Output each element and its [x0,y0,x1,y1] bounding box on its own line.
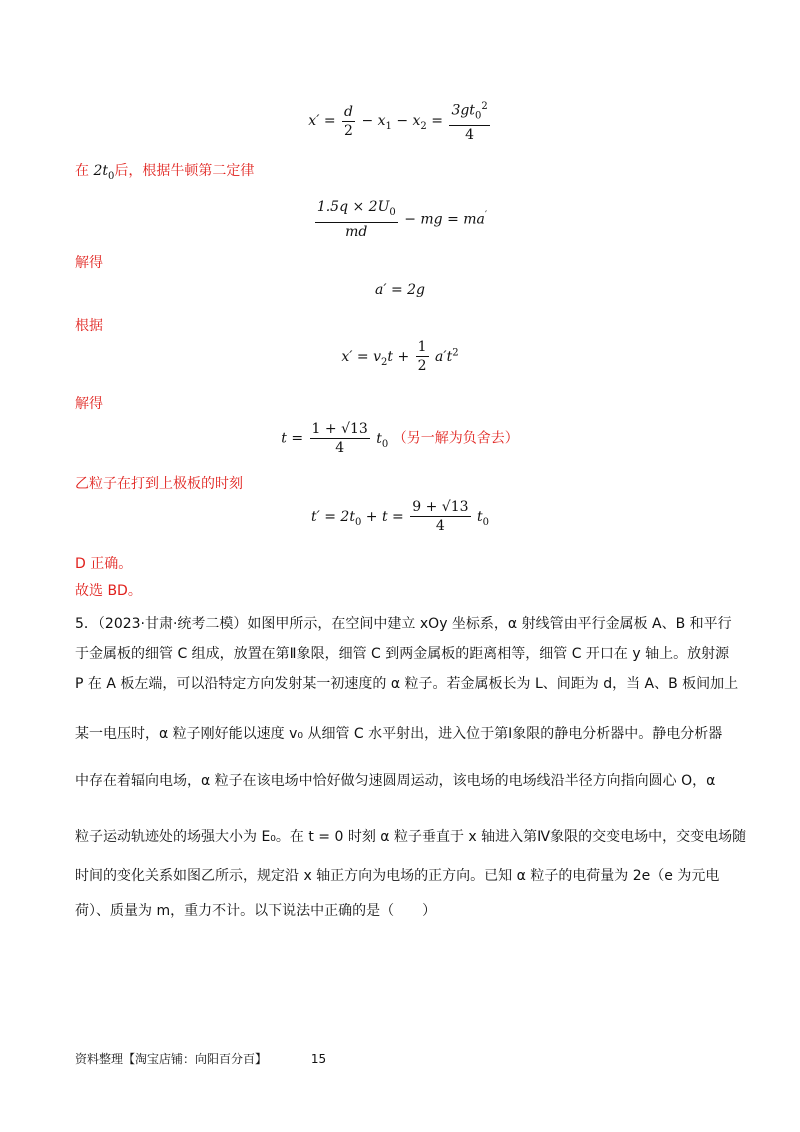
q5-line-3: P 在 A 板左端，可以沿特定方向发射某一初速度的 α 粒子。若金属板长为 L、间距为 d，当 A、B 板间加上 [75,676,739,692]
q5-line-1: 5．（2023·甘肃·统考二模）如图甲所示，在空间中建立 xOy 坐标系，α 射线管由平行金属板 A、B 和平行 [75,616,732,632]
page-number: 15 [310,1052,327,1066]
label-yi-particle: 乙粒子在打到上极板的时刻 [75,476,243,492]
label-jiede-2: 解得 [75,396,103,412]
equation-a-prime: a′ = 2g [374,282,426,298]
q5-line-4: 某一电压时，α 粒子刚好能以速度 v₀ 从细管 C 水平射出，进入位于第Ⅰ象限的静电分析器中。静电分析器 [75,726,723,742]
d-correct: D 正确。 [75,556,133,572]
equation-t-solution: t = $\frac{1 + √13}{4}$ $t_0$ （另一解为负舍去） [281,421,519,456]
page-footer [75,1050,326,1067]
equation-x-prime: x′ = $\frac{d}{2}$ − $x_1 - x_2$ = $\frac{3gt_0^2}{4}$ [0,98,800,144]
label-jiede-1: 解得 [75,255,103,271]
equation-newton: $\frac{1.5q \times 2U_0}{md}$ − mg = ma′ [316,199,488,240]
q5-line-8: 荷）、质量为 m，重力不计。以下说法中正确的是（ ） [75,903,437,919]
q5-line-5: 中存在着辐向电场，α 粒子在该电场中恰好做匀速圆周运动，该电场的电场线沿半径方向指向圆心 O，α [75,773,716,789]
label-genju: 根据 [75,318,103,334]
q5-line-7: 时间的变化关系如图乙所示，规定沿 x 轴正方向为电场的正方向。已知 α 粒子的电荷量为 2e（e 为元电 [75,868,720,884]
footer-text: 资料整理【淘宝店铺：向阳百分百】 [75,1052,268,1066]
answer-line: 故选 BD。 [75,583,142,599]
q5-line-2: 于金属板的细管 C 组成，放置在第Ⅱ象限，细管 C 到两金属板的距离相等，细管 C 开口在 y 轴上。放射源 [75,646,730,662]
equation-t-prime: $t' = 2t_0 + t$ = $\frac{9 + √13}{4}$ $t_0$ [311,499,489,534]
equation-kinematics: $x' = v_2t$ + $\frac{1}{2}$ $a't^2$ [341,339,459,374]
q5-line-6: 粒子运动轨迹处的场强大小为 E₀。在 t = 0 时刻 α 粒子垂直于 x 轴进入第Ⅳ象限的交变电场中，交变电场随 [75,829,747,845]
red-note-newton: 在 $2t_0$后，根据牛顿第二定律 [75,163,255,182]
